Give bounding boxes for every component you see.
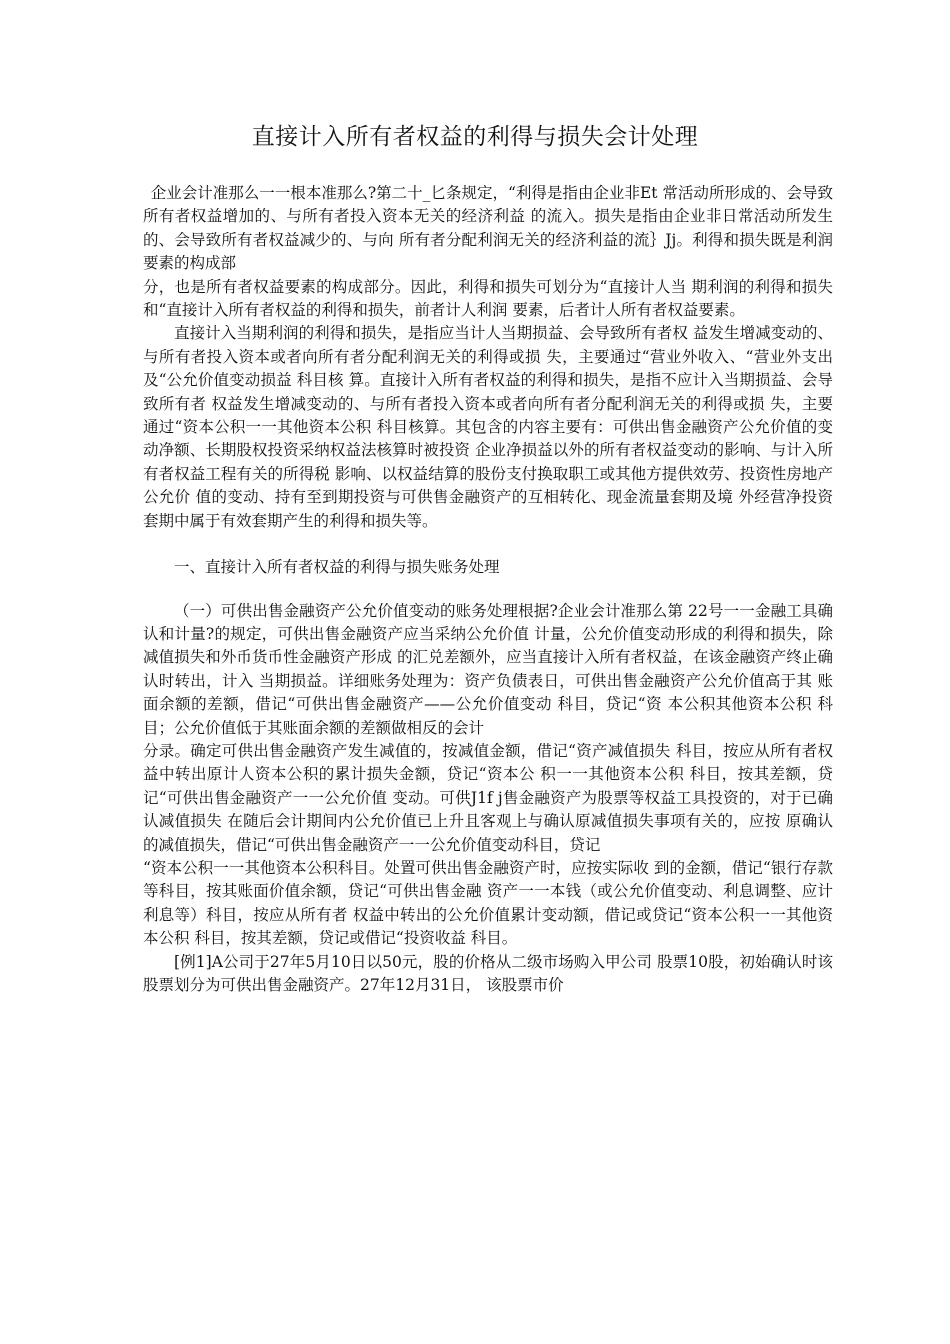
paragraph-2: 分，也是所有者权益要素的构成部分。因此，利得和损失可划分为“直接计人当 期利润的利得和损失 和“直接计入所有者权益的利得和损失，前者计人利润 要素，后者计人所有者权益要素。 (143, 277, 833, 320)
paragraph-6: “资本公积一一其他资本公积科目。处置可供出售金融资产时，应按实际收 到的金额，借记“银行存款 等科目，按其账面价值余额，贷记“可供出售金融 资产一一本钱（或公允价值变动、利息调整、应计利息等）科目，按应从所有者 权益中转出的公允价值累计变动额，借记或贷记“资本公积一一其他资本公积 科目，按其差额，贷记或借记“投资收益 科目。 (143, 858, 833, 948)
paragraph-1: 企业会计准那么一一根本准那么?第二十_匕条规定，“利得是指由企业非Et 常活动所形成的、会导致所有者权益增加的、与所有者投入资本无关的经济利益 的流入。损失是指由企业非日常活动所发生的、会导致所有者权益减少的、与向 所有者分配利润无关的经济利益的流｝Jj。利得和损失既是利润要素的构成部 (143, 184, 833, 273)
document-title: 直接计入所有者权益的利得与损失会计处理 (251, 124, 699, 150)
paragraph-4: （一）可供出售金融资产公允价值变动的账务处理根据?企业会计准那么第 22号一一金融工具确认和计量?的规定，可供出售金融资产应当采纳公允价值 计量，公允价值变动形成的利得和损失，除减值损失和外币货币性金融资产形成 的汇兑差额外，应当直接计入所有者权益，在该金融资产终止确认时转出，计入 当期损益。详细账务处理为：资产负债表日，可供出售金融资产公允价值高于其 账面余额的差额，借记“可供出售金融资产——公允价值变动 科目，贷记“资 本公积其他资本公积 科目；公允价值低于其账面余额的差额做相反的会计 (143, 601, 833, 737)
example-paragraph: [例1]A公司于27年5月10日以50元，股的价格从二级市场购入甲公司 股票10股，初始确认时该股票划分为可供出售金融资产。27年12月31日， 该股票市价 (143, 952, 833, 994)
paragraph-3: 直接计入当期利润的利得和损失，是指应当计人当期损益、会导致所有者权 益发生增减变动的、与所有者投入资本或者向所有者分配利润无关的利得或损 失，主要通过“营业外收入、“营业外支出 及“公允价值变动损益 科目核 算。直接计入所有者权益的利得和损失，是指不应计入当期损益、会导致所有者 权益发生增减变动的、与所有者投入资本或者向所有者分配利润无关的利得或损 失，主要通过“资本公积一一其他资本公积 科目核算。其包含的内容主要有：可供出售金融资产公允价值的变动净额、长期股权投资采纳权益法核算时被投资 企业净损益以外的所有者权益变动的影响、与计入所有者权益工程有关的所得税 影响、以权益结算的股份支付换取职工或其他方提供效劳、投资性房地产公允价 值的变动、持有至到期投资与可供售金融资产的互相转化、现金流量套期及境 外经营净投资套期中属于有效套期产生的利得和损失等。 (143, 324, 833, 530)
document-body (143, 182, 833, 997)
section-heading-1: 一、直接计入所有者权益的利得与损失账务处理 (174, 558, 500, 577)
paragraph-5: 分录。确定可供出售金融资产发生减值的，按减值金额，借记“资产减值损失 科目，按应从所有者权益中转出原计人资本公积的累计损失金额，贷记“资本公 积一一其他资本公积 科目，按其差额，贷记“可供出售金融资产一一公允价值 变动。可供J1f j售金融资产为股票等权益工具投资的，对于已确认减值损失 在随后会计期间内公允价值已上升且客观上与确认原减值损失事项有关的，应按 原确认的减值损失，借记“可供出售金融资产一一公允价值变动科目，贷记 (143, 741, 833, 854)
